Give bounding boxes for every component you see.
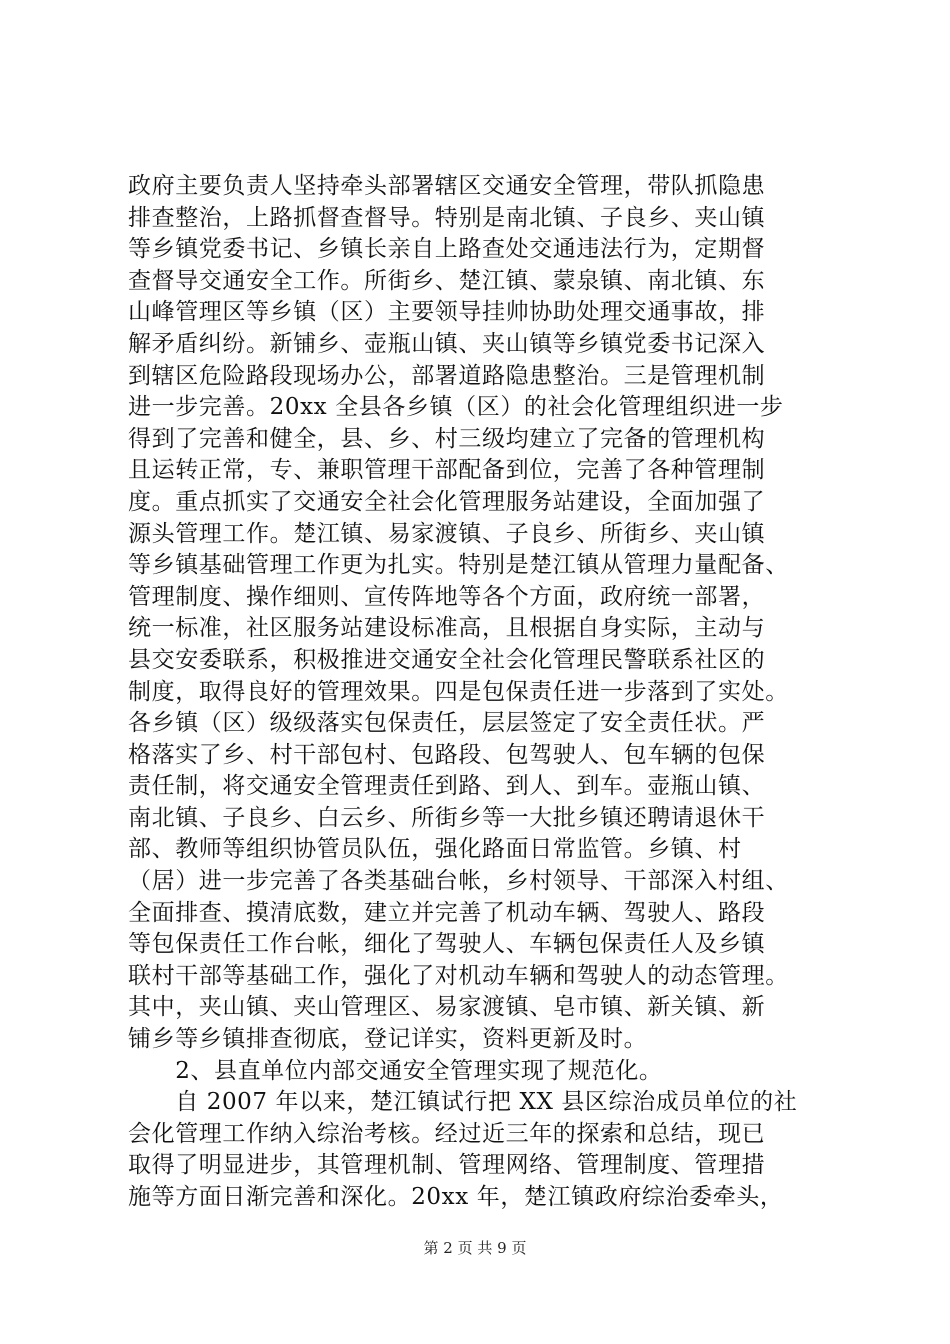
text-line: 自 2007 年以来，楚江镇试行把 XX 县区综治成员单位的社 xyxy=(128,1089,798,1116)
text-line: 排查整治，上路抓督查督导。特别是南北镇、子良乡、夹山镇 xyxy=(128,204,766,231)
text-line: 统一标准，社区服务站建设标准高，且根据自身实际，主动与 xyxy=(128,615,766,642)
text-line: 管理制度、操作细则、宣传阵地等各个方面，政府统一部署， xyxy=(128,583,766,610)
text-line: 政府主要负责人坚持牵头部署辖区交通安全管理，带队抓隐患 xyxy=(128,173,766,199)
text-line: 解矛盾纠纷。新铺乡、壶瓶山镇、夹山镇等乡镇党委书记深入 xyxy=(128,330,766,357)
text-line: 铺乡等乡镇排查彻底，登记详实，资料更新及时。 xyxy=(128,1026,648,1053)
text-line: 等乡镇党委书记、乡镇长亲自上路查处交通违法行为，定期督 xyxy=(128,236,766,263)
text-line: 各乡镇（区）级级落实包保责任，层层签定了安全责任状。严 xyxy=(128,710,766,737)
text-line: 2、县直单位内部交通安全管理实现了规范化。 xyxy=(128,1057,663,1084)
text-line: 等包保责任工作台帐，细化了驾驶人、车辆包保责任人及乡镇 xyxy=(128,931,766,958)
text-line: 会化管理工作纳入综治考核。经过近三年的探索和总结，现已 xyxy=(128,1120,766,1147)
text-line: 制度，取得良好的管理效果。四是包保责任进一步落到了实处。 xyxy=(128,678,789,705)
text-line: 查督导交通安全工作。所街乡、楚江镇、蒙泉镇、南北镇、东 xyxy=(128,267,766,294)
text-line: 山峰管理区等乡镇（区）主要领导挂帅协助处理交通事故，排 xyxy=(128,299,766,326)
text-line: 格落实了乡、村干部包村、包路段、包驾驶人、包车辆的包保 xyxy=(128,741,766,768)
page-footer: 第 2 页 共 9 页 xyxy=(423,1239,527,1257)
text-line: （居）进一步完善了各类基础台帐，乡村领导、干部深入村组、 xyxy=(128,868,789,895)
text-line: 取得了明显进步，其管理机制、管理网络、管理制度、管理措 xyxy=(128,1152,766,1179)
text-line: 县交安委联系，积极推进交通安全社会化管理民警联系社区的 xyxy=(128,646,766,673)
text-line: 进一步完善。20xx 全县各乡镇（区）的社会化管理组织进一步 xyxy=(128,394,784,421)
text-line: 全面排查、摸清底数，建立并完善了机动车辆、驾驶人、路段 xyxy=(128,899,766,926)
text-line: 部、教师等组织协管员队伍，强化路面日常监管。乡镇、村 xyxy=(128,836,742,863)
text-line: 且运转正常，专、兼职管理干部配备到位，完善了各种管理制 xyxy=(128,457,766,484)
body-text xyxy=(128,171,828,1214)
text-line: 源头管理工作。楚江镇、易家渡镇、子良乡、所街乡、夹山镇 xyxy=(128,520,766,547)
text-line: 等乡镇基础管理工作更为扎实。特别是楚江镇从管理力量配备、 xyxy=(128,552,789,579)
text-line: 度。重点抓实了交通安全社会化管理服务站建设，全面加强了 xyxy=(128,488,766,515)
text-line: 得到了完善和健全，县、乡、村三级均建立了完备的管理机构 xyxy=(128,425,766,452)
text-line: 南北镇、子良乡、白云乡、所街乡等一大批乡镇还聘请退休干 xyxy=(128,804,766,831)
text-line: 施等方面日渐完善和深化。20xx 年，楚江镇政府综治委牵头， xyxy=(128,1184,784,1210)
text-line: 责任制，将交通安全管理责任到路、到人、到车。壶瓶山镇、 xyxy=(128,773,766,800)
text-line: 联村干部等基础工作，强化了对机动车辆和驾驶人的动态管理。 xyxy=(128,962,789,989)
text-line: 到辖区危险路段现场办公，部署道路隐患整治。三是管理机制 xyxy=(128,362,766,389)
text-line: 其中，夹山镇、夹山管理区、易家渡镇、皂市镇、新关镇、新 xyxy=(128,994,766,1021)
